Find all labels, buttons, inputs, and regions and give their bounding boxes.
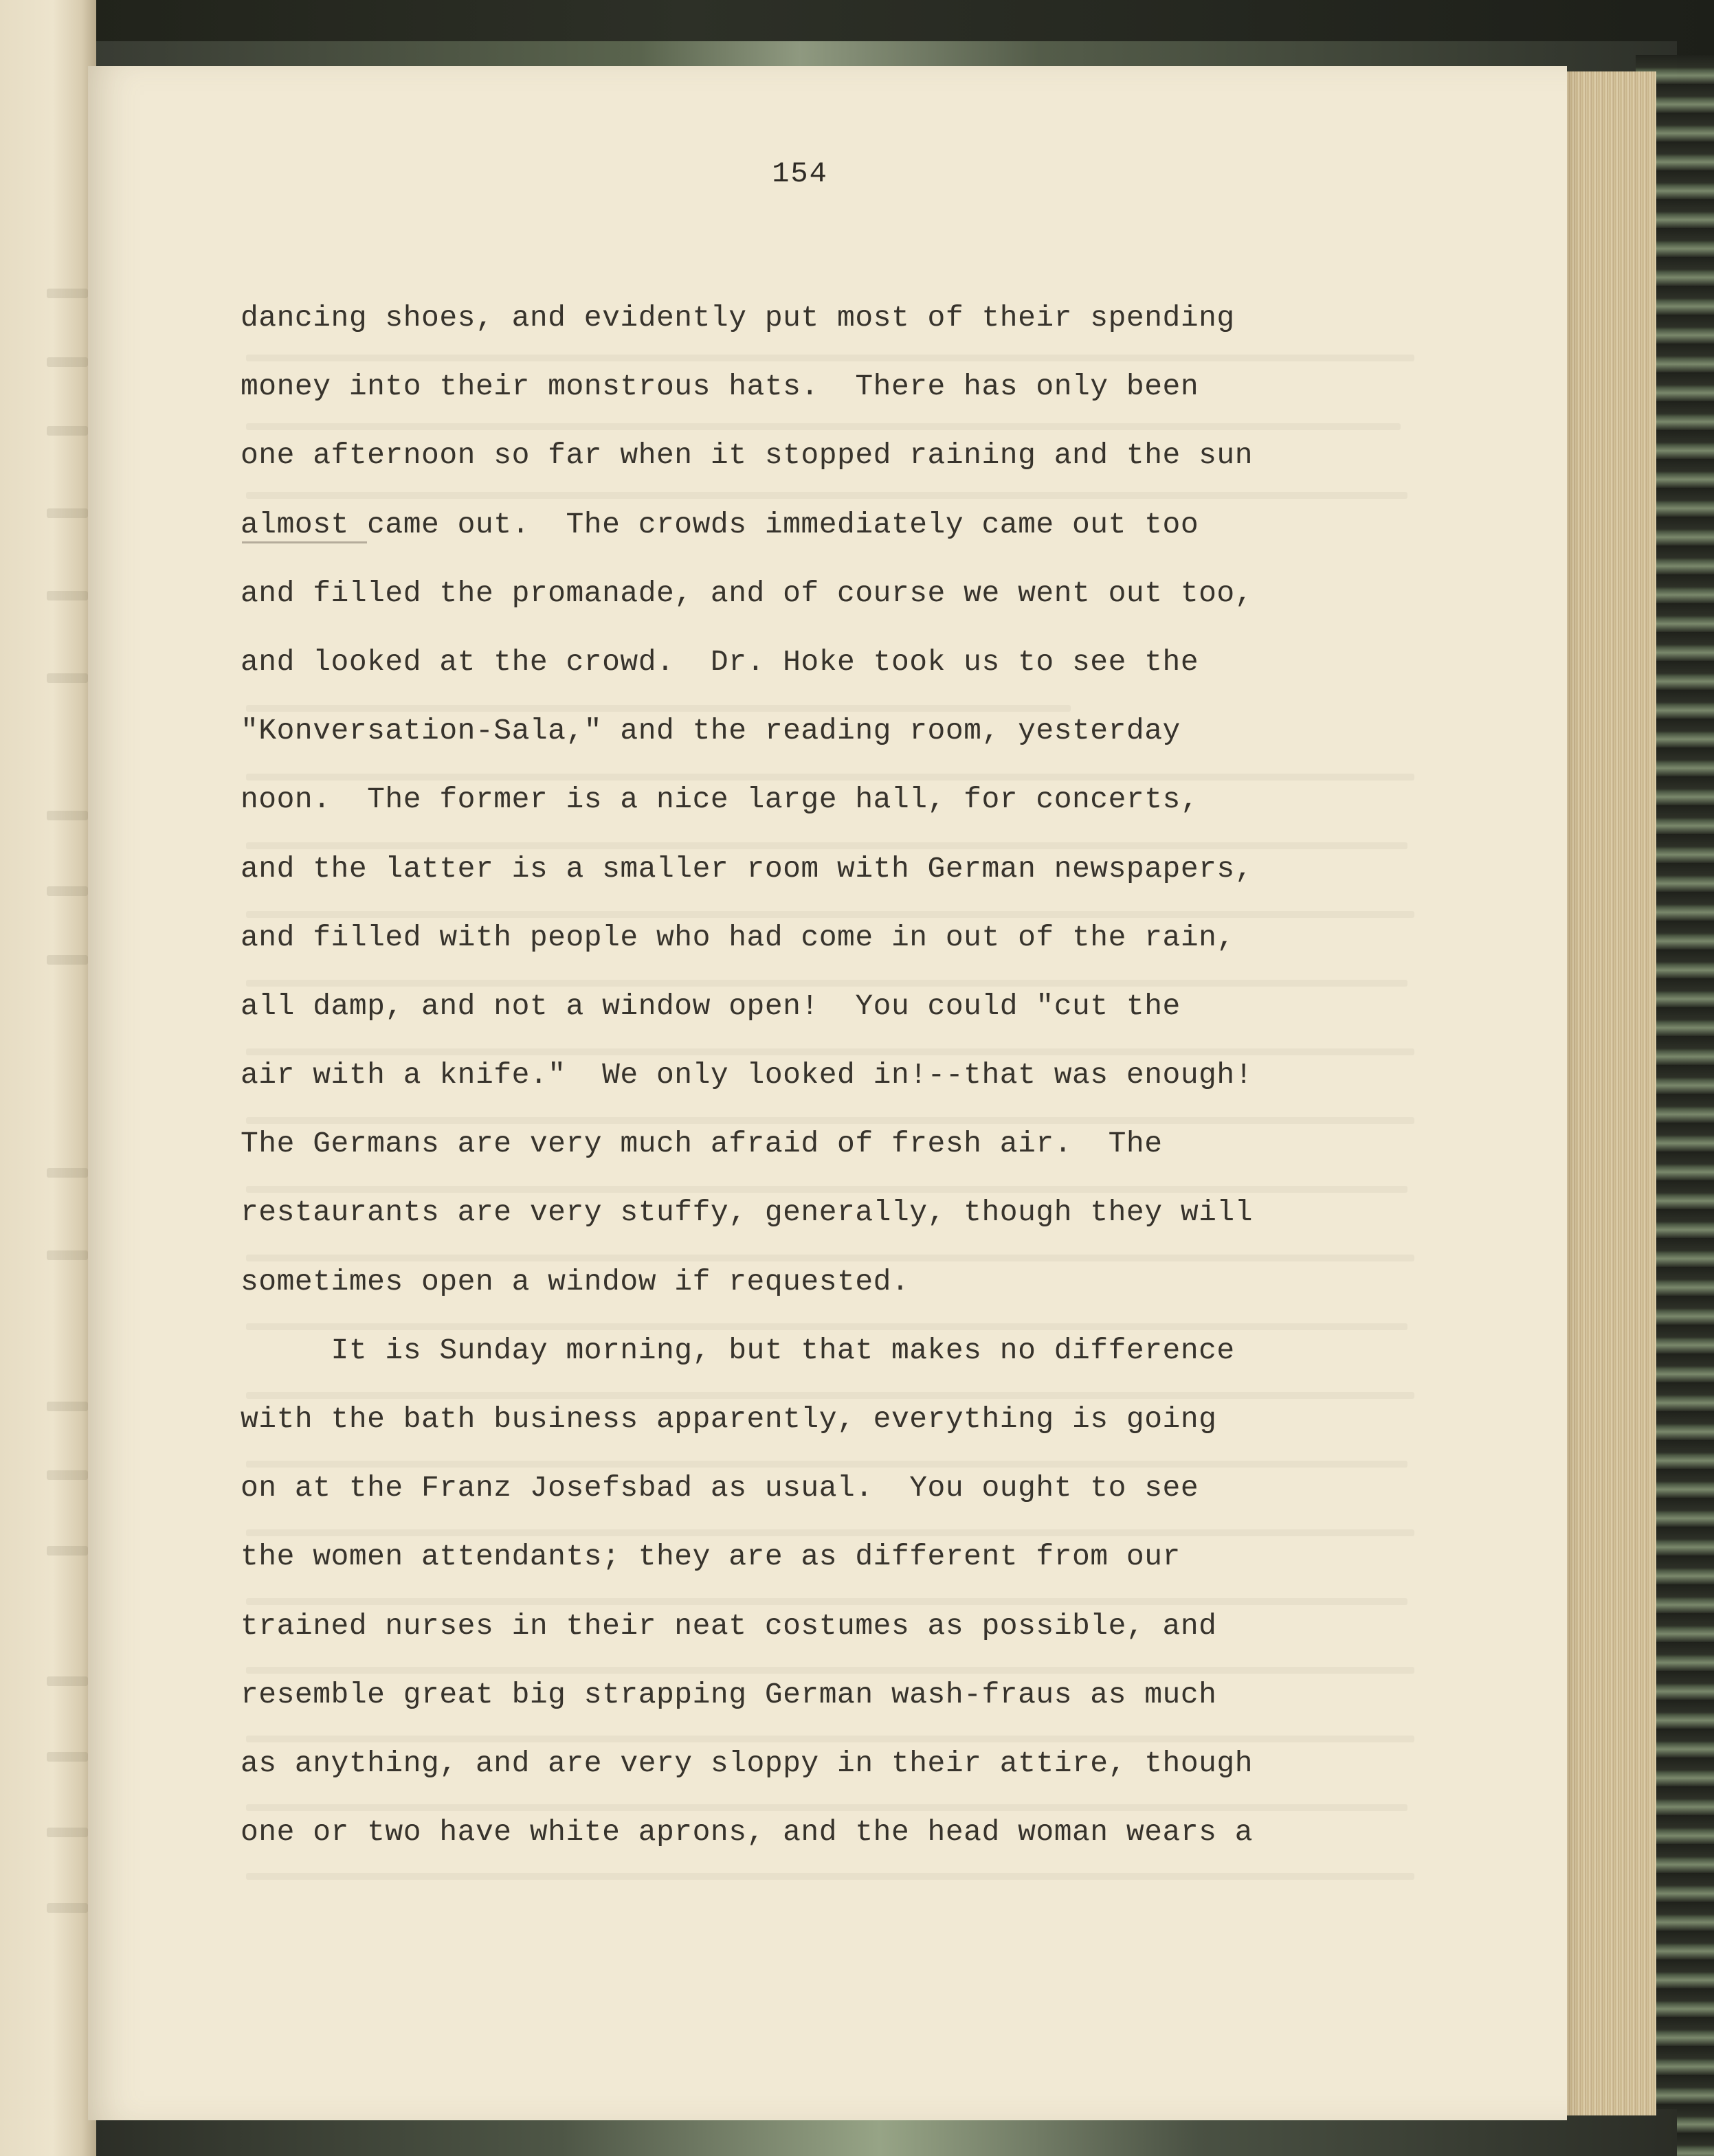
text-line: restaurants are very stuffy, generally, though they will — [241, 1195, 1254, 1230]
body-text — [241, 294, 1423, 1877]
text-line: with the bath business apparently, everything is going — [241, 1402, 1217, 1436]
text-line: all damp, and not a window open! You could "cut the — [241, 989, 1181, 1023]
text-line: money into their monstrous hats. There has only been — [241, 370, 1199, 404]
text-line: the women attendants; they are as different from our — [241, 1540, 1181, 1574]
text-line: one or two have white aprons, and the head woman wears a — [241, 1815, 1254, 1850]
text-line: noon. The former is a nice large hall, for concerts, — [241, 783, 1199, 817]
text-line: dancing shoes, and evidently put most of their spending — [241, 301, 1235, 335]
text-line: and the latter is a smaller room with German newspapers, — [241, 851, 1254, 886]
text-line: resemble great big strapping German wash-fraus as much — [241, 1677, 1217, 1711]
page-number: 154 — [772, 157, 828, 190]
text-line: sometimes open a window if requested. — [241, 1264, 910, 1299]
text-line: on at the Franz Josefsbad as usual. You ought to see — [241, 1471, 1199, 1505]
facing-page-ghost-text — [0, 0, 96, 2156]
text-line: The Germans are very much afraid of fresh air. The — [241, 1127, 1163, 1161]
text-line: and filled the promanade, and of course we went out too, — [241, 576, 1254, 610]
text-line: trained nurses in their neat costumes as possible, and — [241, 1608, 1217, 1643]
text-line: air with a knife." We only looked in!--that was enough! — [241, 1058, 1254, 1092]
text-line: and looked at the crowd. Dr. Hoke took us to see the — [241, 644, 1199, 679]
text-line: almost came out. The crowds immediately came out too — [241, 507, 1199, 541]
text-line: It is Sunday morning, but that makes no difference — [241, 1333, 1235, 1367]
text-line: and filled with people who had come in out of the rain, — [241, 920, 1235, 954]
text-line: one afternoon so far when it stopped raining and the sun — [241, 438, 1254, 473]
text-line: as anything, and are very sloppy in their attire, though — [241, 1746, 1254, 1780]
text-line: "Konversation-Sala," and the reading room, yesterday — [241, 714, 1181, 748]
